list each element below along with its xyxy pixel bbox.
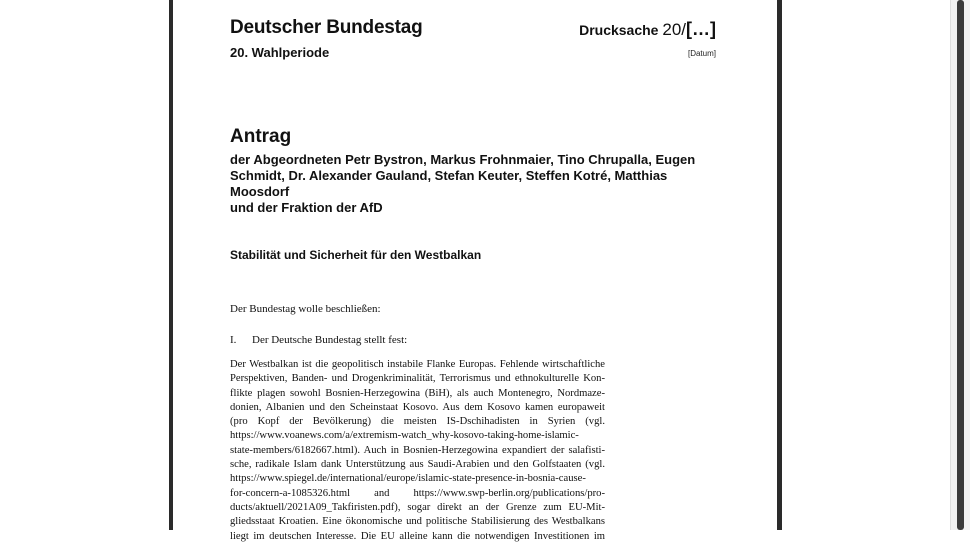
body-line: (pro Kopf der Bevölkerung) die meisten IS-Dschihadisten in Syrien (vgl.	[230, 416, 605, 428]
scrollbar-thumb[interactable]	[957, 0, 964, 530]
body-line: state-members/6182667.html). Auch in Bosnien-Herzegowina expandiert der salafisti-	[230, 444, 605, 456]
body-line: Perspektiven, Banden- und Drogenkriminalität, Terrorismus und ethnokulturelle Kon-	[230, 373, 605, 385]
authors-line: der Abgeordneten Petr Bystron, Markus Frohnmaier, Tino Chrupalla, Eugen	[230, 152, 696, 167]
body-paragraph	[230, 358, 605, 544]
drucksache-label: Drucksache	[579, 22, 659, 38]
institution-title: Deutscher Bundestag	[230, 17, 423, 38]
viewer-left-gutter	[0, 0, 169, 530]
body-line: ducts/aktuell/2021A09_Takfiristen.pdf), sogar direkt an der Grenze zum EU-Mit-	[230, 501, 605, 513]
body-line: donien, Albanien und den Scheinstaat Kosovo. Aus dem Kosovo kamen europaweit	[230, 401, 605, 413]
datum-placeholder: [Datum]	[687, 49, 716, 58]
drucksache-number	[579, 19, 716, 40]
resolution-intro: Der Bundestag wolle beschließen:	[230, 303, 381, 315]
drucksache-placeholder: […]	[686, 19, 716, 39]
document-page	[173, 0, 777, 542]
authors-block	[230, 152, 700, 216]
body-line: Der Westbalkan ist die geopolitisch instabile Flanke Europas. Fehlende wirtschaftliche	[230, 359, 605, 370]
body-line: for-concern-a-1085326.html and https://www.swp-berlin.org/publications/pro-	[230, 487, 605, 499]
authors-line: und der Fraktion der AfD	[230, 200, 383, 215]
document-type-heading: Antrag	[230, 126, 292, 147]
section-title: Der Deutsche Bundestag stellt fest:	[252, 334, 408, 346]
section-heading	[230, 334, 407, 346]
body-line: flikte plagen sowohl Bosnien-Herzegowina (BiH), als auch Montenegro, Nordmaze-	[230, 387, 605, 399]
drucksache-value: 20/	[662, 20, 686, 39]
body-line: sche, radikale Islam dank Unterstützung aus Saudi-Arabien und den Golfstaaten (vgl.	[230, 459, 605, 471]
body-line: liegt im deutschen Interesse. Die EU alleine kann die notwendigen Investitionen im	[230, 530, 605, 542]
body-line: https://www.voanews.com/a/extremism-watch_why-kosovo-taking-home-islamic-	[230, 430, 579, 442]
viewer-right-gutter	[782, 0, 950, 530]
document-subject: Stabilität und Sicherheit für den Westbalkan	[230, 248, 482, 262]
body-line: gliedsstaat Kroatien. Eine ökonomische und politische Stabilisierung des Westbalkans	[230, 516, 605, 528]
body-line: https://www.spiegel.de/international/europe/islamic-state-presence-in-bosnia-cause-	[230, 473, 586, 485]
section-numeral: I.	[230, 334, 237, 346]
wahlperiode: 20. Wahlperiode	[230, 45, 330, 60]
authors-line: Schmidt, Dr. Alexander Gauland, Stefan Keuter, Steffen Kotré, Matthias Moosdorf	[230, 168, 668, 199]
